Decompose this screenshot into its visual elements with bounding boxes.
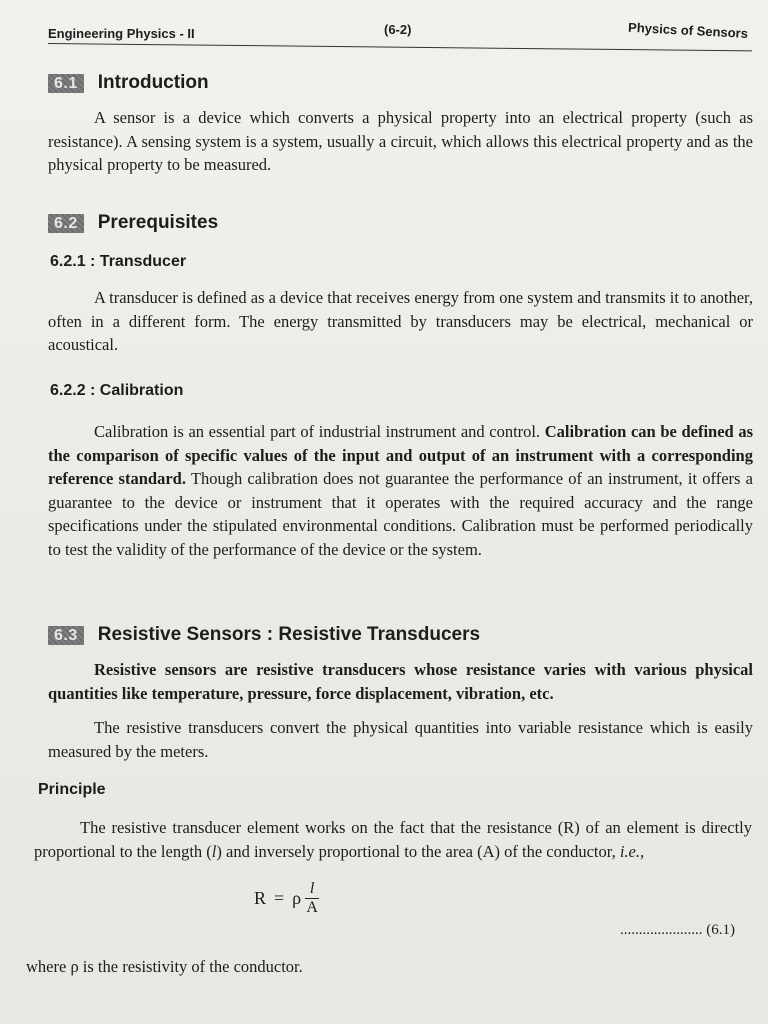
intro-paragraph: A sensor is a device which converts a physical property into an electrical property (such as resistance). A sensing system is a system, usually a circuit, which allows this electrical property and as the physical property to be measured. — [48, 108, 753, 174]
header-rule — [48, 43, 752, 51]
subsection-heading-calibration: 6.2.2 : Calibration — [50, 382, 184, 399]
principle-paragraph: The resistive transducer element works on the fact that the resistance (R) of an element is directly proportional to the length (l) and inversely proportional to the area (A) of the conductor, i.e., — [34, 818, 752, 861]
subsection-heading-transducer: 6.2.1 : Transducer — [50, 253, 187, 270]
resistive-definition-paragraph: Resistive sensors are resistive transducers whose resistance varies with various physical quantities like temperature, pressure, force displacement, vibration, etc. — [48, 660, 753, 703]
subsection-heading-principle: Principle — [38, 781, 106, 798]
section-number-badge: 6.1 — [48, 74, 84, 93]
resistivity-note: where ρ is the resistivity of the conductor. — [26, 957, 303, 976]
section-title: Introduction — [97, 72, 209, 93]
resistance-equation: R = ρ $\frac{l}{A}$ — [254, 880, 318, 916]
transducer-paragraph: A transducer is defined as a device that receives energy from one system and transmits it to another, often in a different form. The energy transmitted by transducers may be electrical, mechanical or acoustical. — [48, 288, 753, 354]
equation-fraction: $\frac{l}{A}$ — [306, 880, 318, 916]
section-heading-introduction — [48, 72, 209, 94]
equation-number: ...................... (6.1) — [620, 922, 735, 938]
calibration-definition: Calibration can be defined as the comparison of specific values of the input and output of an instrument with a corresponding reference standard. — [48, 422, 753, 488]
header-chapter-title: Physics of Sensors — [627, 19, 749, 41]
resistive-conversion-paragraph: The resistive transducers convert the physical quantities into variable resistance which is easily measured by the meters. — [48, 718, 753, 761]
running-header — [48, 19, 749, 44]
section-title: Resistive Sensors : Resistive Transducers — [97, 624, 481, 645]
section-number-badge: 6.2 — [48, 214, 84, 233]
section-heading-resistive-sensors — [48, 624, 480, 646]
section-number-badge: 6.3 — [48, 626, 84, 645]
calibration-paragraph: Calibration is an essential part of industrial instrument and control. Calibration can be defined as the comparison of specific values of the input and output of an instrument with a corresponding reference standard. Though calibration does not guarantee the performance of an instrument, it offers a guarantee to the device or instrument that it operates with the required accuracy and the range specifications under the stipulated environmental conditions. Calibration must be performed periodically to test the validity of the performance of the device or the system. — [48, 422, 754, 559]
header-book-title: Engineering Physics - II — [48, 26, 195, 41]
section-heading-prerequisites — [48, 212, 218, 234]
header-page-number: (6-2) — [384, 22, 412, 37]
section-title: Prerequisites — [97, 212, 219, 233]
